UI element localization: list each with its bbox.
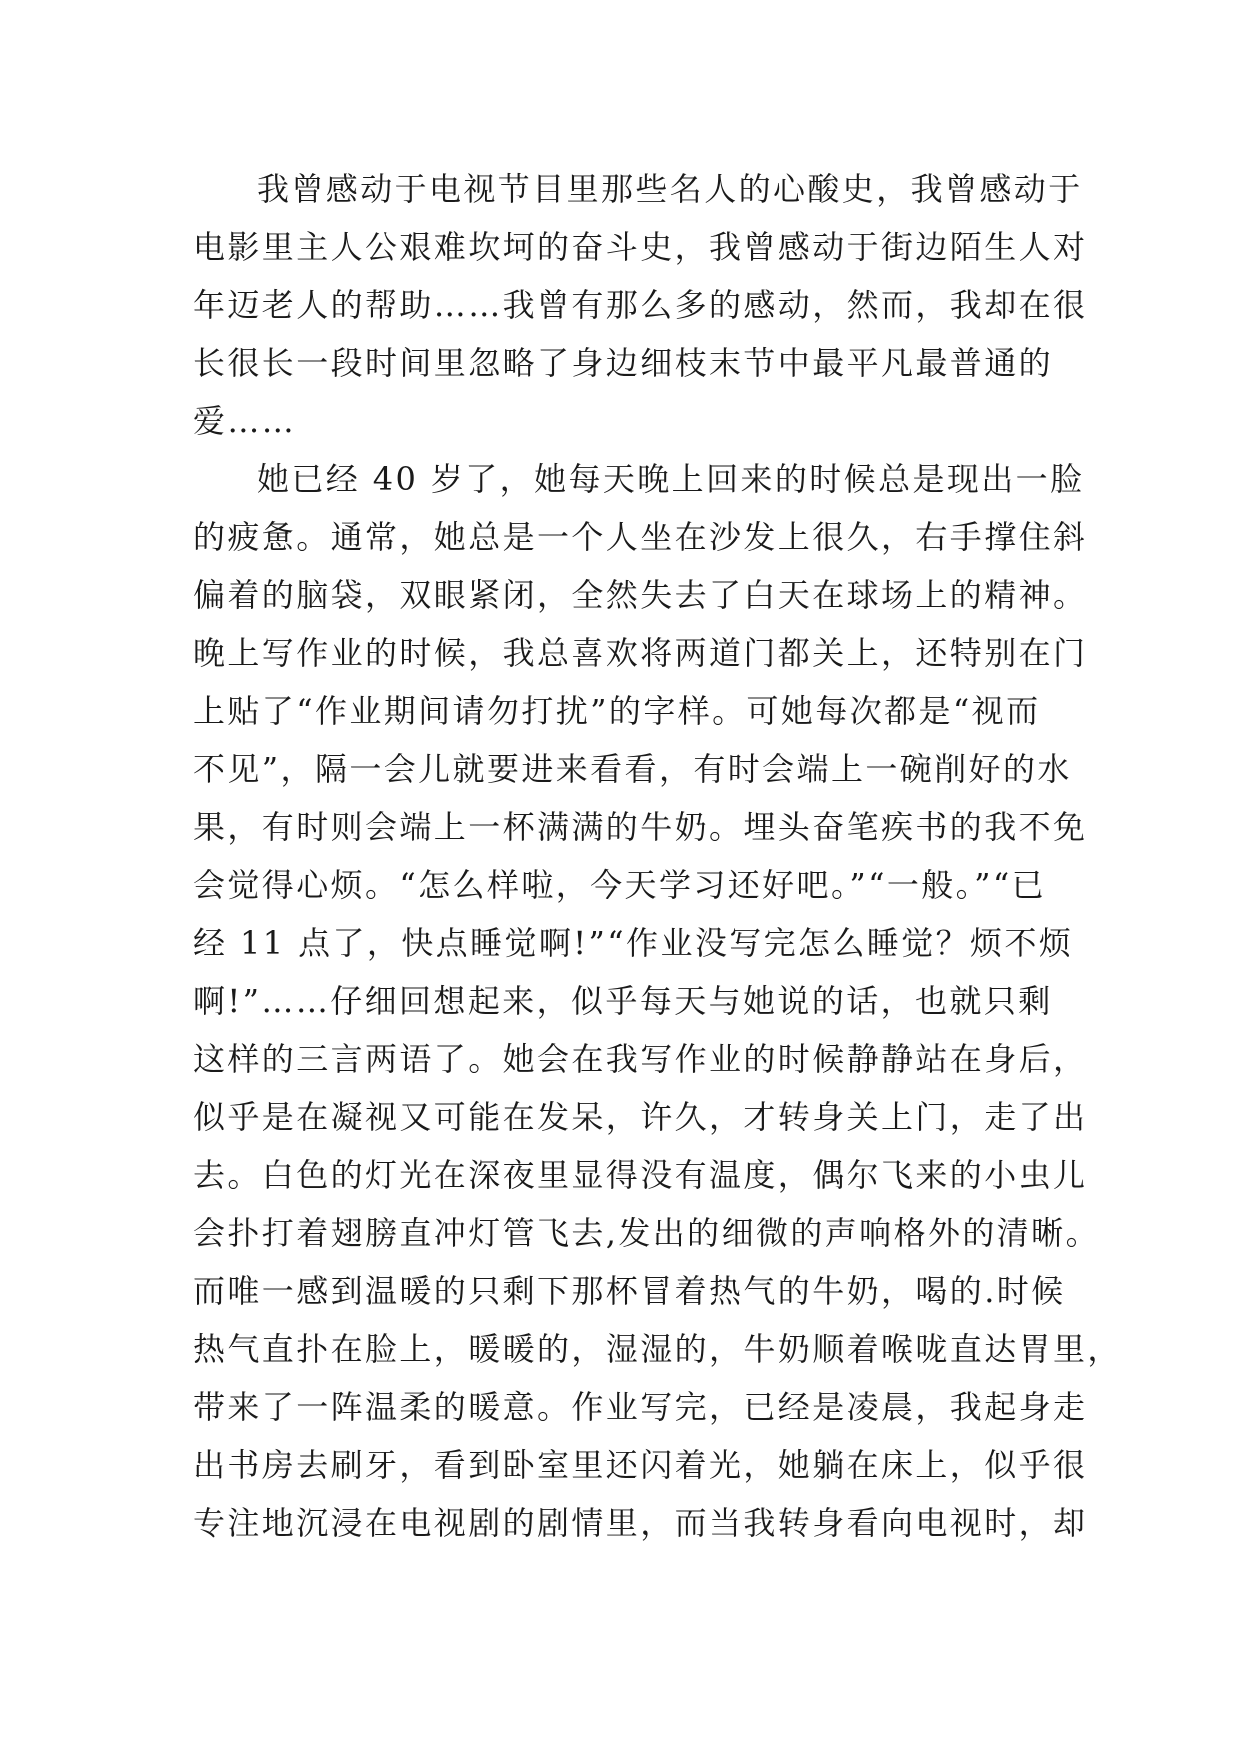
text-line: 电影里主人公艰难坎坷的奋斗史，我曾感动于街边陌生人对 <box>193 228 1088 266</box>
text-line: 爱…… <box>193 402 297 440</box>
text-line: 晚上写作业的时候，我总喜欢将两道门都关上，还特别在门 <box>193 634 1088 672</box>
text-line: 带来了一阵温柔的暖意。作业写完，已经是凌晨，我起身走 <box>193 1388 1088 1426</box>
text-line: 似乎是在凝视又可能在发呆，许久，才转身关上门，走了出 <box>193 1098 1088 1136</box>
text-line: 而唯一感到温暖的只剩下那杯冒着热气的牛奶，喝的.时候 <box>193 1272 1066 1310</box>
text-line: 出书房去刷牙，看到卧室里还闪着光，她躺在床上，似乎很 <box>193 1446 1088 1484</box>
text-line: 去。白色的灯光在深夜里显得没有温度，偶尔飞来的小虫儿 <box>193 1156 1088 1194</box>
text-line: 长很长一段时间里忽略了身边细枝末节中最平凡最普通的 <box>193 344 1054 382</box>
body-text <box>193 160 1122 1552</box>
text-line: 热气直扑在脸上，暖暖的，湿湿的，牛奶顺着喉咙直达胃里， <box>193 1330 1122 1368</box>
text-line: 上贴了“作业期间请勿打扰”的字样。可她每次都是“视而 <box>193 692 1041 730</box>
text-line: 会扑打着翅膀直冲灯管飞去,发出的细微的声响格外的清晰。 <box>193 1214 1100 1252</box>
paragraph-1 <box>193 160 1088 450</box>
text-line: 偏着的脑袋，双眼紧闭，全然失去了白天在球场上的精神。 <box>193 576 1088 614</box>
text-line: 我曾感动于电视节目里那些名人的心酸史，我曾感动于 <box>257 170 1083 208</box>
text-line: 果，有时则会端上一杯满满的牛奶。埋头奋笔疾书的我不免 <box>193 808 1088 846</box>
paragraph-2 <box>193 450 1122 1552</box>
text-line: 专注地沉浸在电视剧的剧情里，而当我转身看向电视时，却 <box>193 1504 1088 1542</box>
text-line: 这样的三言两语了。她会在我写作业的时候静静站在身后， <box>193 1040 1088 1078</box>
text-line: 啊!”……仔细回想起来，似乎每天与她说的话，也就只剩 <box>193 982 1053 1020</box>
text-line: 的疲惫。通常，她总是一个人坐在沙发上很久，右手撑住斜 <box>193 518 1088 556</box>
text-line: 不见”，隔一会儿就要进来看看，有时会端上一碗削好的水 <box>193 750 1072 788</box>
text-line: 年迈老人的帮助……我曾有那么多的感动，然而，我却在很 <box>193 286 1088 324</box>
text-line: 经 11 点了，快点睡觉啊!”“作业没写完怎么睡觉？烦不烦 <box>193 924 1074 962</box>
text-line: 她已经 40 岁了，她每天晚上回来的时候总是现出一脸 <box>257 460 1085 498</box>
text-line: 会觉得心烦。“怎么样啦，今天学习还好吧。”“一般。”“已 <box>193 866 1046 904</box>
